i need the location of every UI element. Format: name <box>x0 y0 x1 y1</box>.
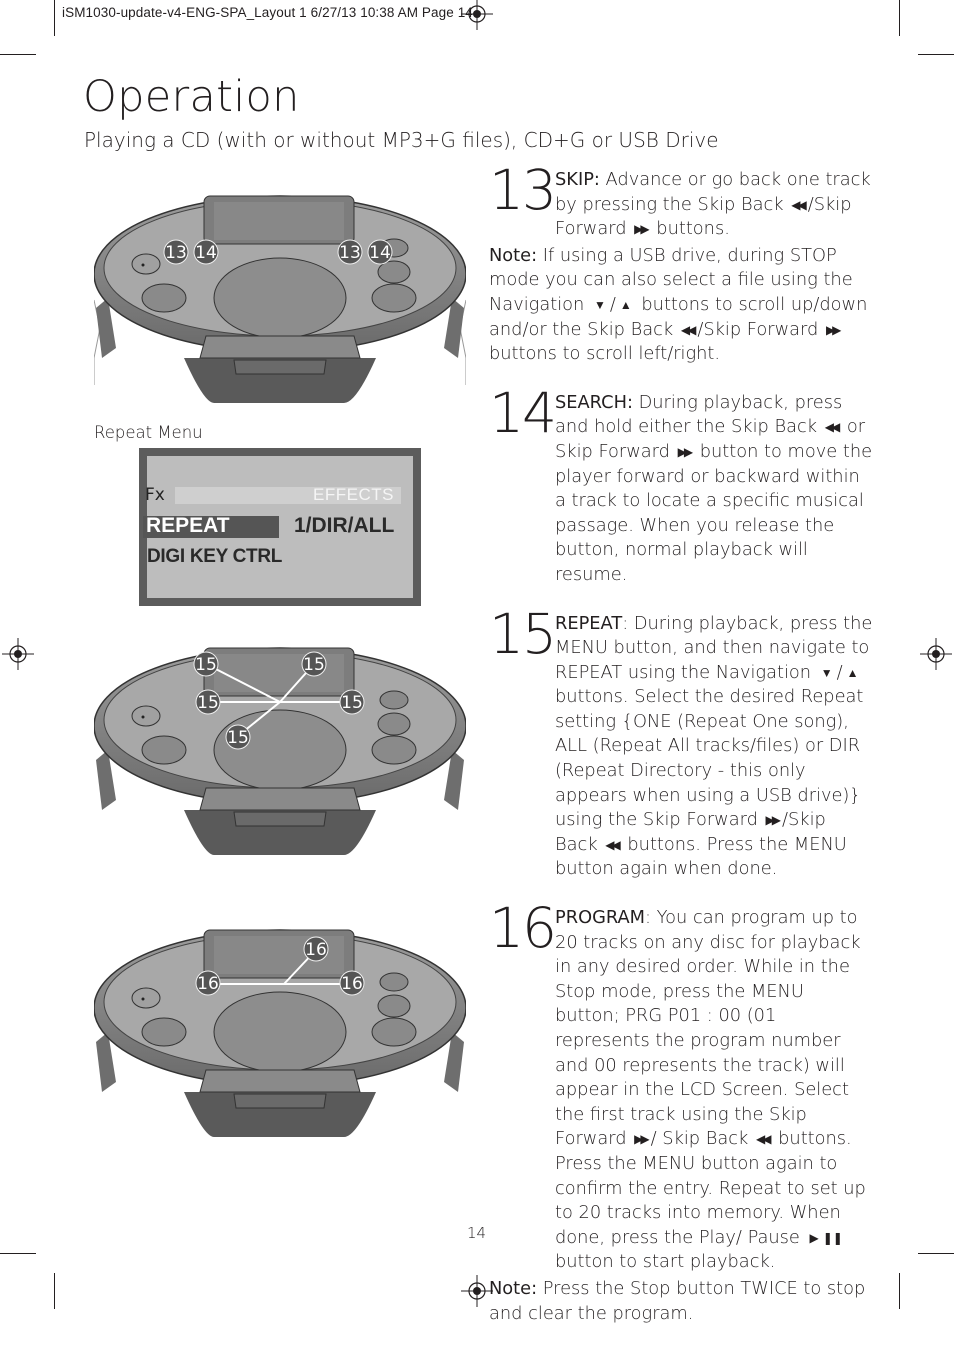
note-text: buttons to scroll up/down and/or the Skip Back <box>489 293 868 340</box>
note-text: If using a USB drive, during STOP mode you can also select a file using the Navigation <box>489 244 853 315</box>
callout-14: 14 <box>369 243 391 263</box>
karaoke-player-photo-skip <box>94 188 466 403</box>
nav-up-icon: ▲ <box>619 297 632 312</box>
skip-forward-icon: ▶▶ <box>825 322 839 337</box>
skip-back-icon: ◀◀ <box>824 420 838 435</box>
step-text: /Skip Back <box>555 809 826 855</box>
callout-15: 15 <box>195 655 217 675</box>
step-text: button to start playback. <box>555 1251 776 1273</box>
step-heading: SEARCH: <box>555 391 633 413</box>
step-text: / Skip Back <box>650 1128 755 1150</box>
step-text: buttons. Select the desired Repeat setting {ONE (Repeat One song), ALL (Repeat All tracks/files) or DIR (Repeat Directory - this only appears when using a USB drive)} using the Skip Forward <box>555 686 864 831</box>
karaoke-player-photo-repeat <box>94 640 466 855</box>
skip-back-icon: ◀◀ <box>680 322 694 337</box>
play-icon: ▶ <box>809 1230 819 1245</box>
page-number: 14 <box>467 1224 487 1242</box>
crop-mark <box>899 0 900 36</box>
step-text: / <box>836 661 843 683</box>
step-number: 13 <box>489 158 555 222</box>
skip-forward-icon: ▶▶ <box>634 1132 647 1147</box>
skip-back-icon: ◀◀ <box>756 1132 769 1147</box>
skip-forward-icon: ▶▶ <box>765 813 778 828</box>
repeat-menu-label: Repeat Menu <box>94 423 203 442</box>
note-text: /Skip Forward <box>697 318 824 340</box>
print-slug: iSM1030-update-v4-ENG-SPA_Layout 1 6/27/13 10:38 AM Page 14 <box>62 5 473 20</box>
nav-down-icon: ▼ <box>820 665 833 680</box>
step-text: button to move the player forward or backward within a track to locate a specific musical passage. When you release the button, normal playback will resume. <box>555 440 873 585</box>
callout-13: 13 <box>339 243 361 263</box>
note-label: Note: <box>489 244 538 266</box>
step-text: or Skip Forward <box>555 416 866 462</box>
page-subtitle: Playing a CD (with or without MP3+G files), CD+G or USB Drive <box>84 128 719 152</box>
lcd-repeat-label: REPEAT <box>146 514 230 537</box>
registration-mark-icon <box>920 638 952 670</box>
crop-mark <box>899 1273 900 1309</box>
step-heading: REPEAT <box>555 612 623 634</box>
lcd-repeat-value: 1/DIR/ALL <box>294 514 395 537</box>
callout-16: 16 <box>341 974 363 994</box>
step-number: 14 <box>489 380 555 445</box>
crop-mark <box>54 1273 55 1309</box>
step-text: buttons. <box>650 218 730 240</box>
step-number: 16 <box>489 896 555 961</box>
repeat-menu-lcd <box>139 448 421 606</box>
note-text: Press the Stop button TWICE to stop and clear the program. <box>489 1277 866 1324</box>
step-text: buttons. Press the MENU button again when done. <box>555 833 847 880</box>
step-text: During playback, press and hold either the Skip Back <box>555 391 843 438</box>
crop-mark <box>0 54 36 55</box>
pause-icon: ❚❚ <box>822 1230 843 1245</box>
skip-forward-icon: ▶▶ <box>677 444 691 459</box>
step-14-search <box>489 380 874 588</box>
step-number: 15 <box>489 601 555 666</box>
crop-mark <box>918 1253 954 1254</box>
step-text: : During playback, press the MENU button, and then navigate to REPEAT using the Navigation <box>555 612 873 683</box>
lcd-digi-key-label: DIGI KEY CTRL <box>147 546 283 567</box>
step-body <box>555 906 874 1275</box>
callout-14: 14 <box>195 243 217 263</box>
callout-15: 15 <box>303 655 325 675</box>
step-16-program <box>489 896 874 1275</box>
nav-down-icon: ▼ <box>593 297 606 312</box>
callout-15: 15 <box>341 693 363 713</box>
step-15-repeat <box>489 601 874 883</box>
skip-back-icon: ◀◀ <box>791 197 804 212</box>
crop-mark <box>54 0 55 36</box>
crop-mark <box>0 1253 36 1254</box>
step-text: buttons. Press the MENU button again to confirm the entry. Repeat to set up to 20 tracks into memory. When done, press the Play/ Pause <box>555 1128 866 1248</box>
program-note <box>489 1277 874 1326</box>
note-label: Note: <box>489 1277 538 1299</box>
crop-mark <box>918 54 954 55</box>
callout-16: 16 <box>197 974 219 994</box>
note-text: buttons to scroll left/right. <box>489 343 721 365</box>
step-text: /Skip Forward <box>555 193 852 240</box>
step-body <box>555 391 874 588</box>
note-text: / <box>609 293 616 315</box>
karaoke-player-photo-program <box>94 922 466 1137</box>
nav-up-icon: ▲ <box>846 665 859 680</box>
skip-note <box>489 244 874 367</box>
callout-15: 15 <box>197 693 219 713</box>
callout-16: 16 <box>305 940 327 960</box>
instructions-column <box>489 158 874 1350</box>
lcd-fx-label: Fx <box>145 485 165 505</box>
step-heading: PROGRAM <box>555 907 645 929</box>
skip-back-icon: ◀◀ <box>605 837 618 852</box>
callout-13: 13 <box>165 243 187 263</box>
callout-15: 15 <box>227 728 249 748</box>
step-text: Advance or go back one track by pressing the Skip Back <box>555 169 871 215</box>
lcd-effects-label: EFFECTS <box>313 485 394 504</box>
step-text: : You can program up to 20 tracks on any disc for playback in any desired order. While in the Stop mode, press the MENU button; PRG P01 : 00 (01 represents the program number and 00 represents the track) will appear in the LCD Screen. Select the first track using the Skip Forward <box>555 907 861 1150</box>
skip-forward-icon: ▶▶ <box>634 222 647 237</box>
step-heading: SKIP: <box>555 169 600 190</box>
registration-mark-icon <box>2 638 34 670</box>
step-13-skip <box>489 158 874 242</box>
step-body <box>555 168 874 242</box>
page-title: Operation <box>83 72 300 122</box>
step-body <box>555 612 874 883</box>
